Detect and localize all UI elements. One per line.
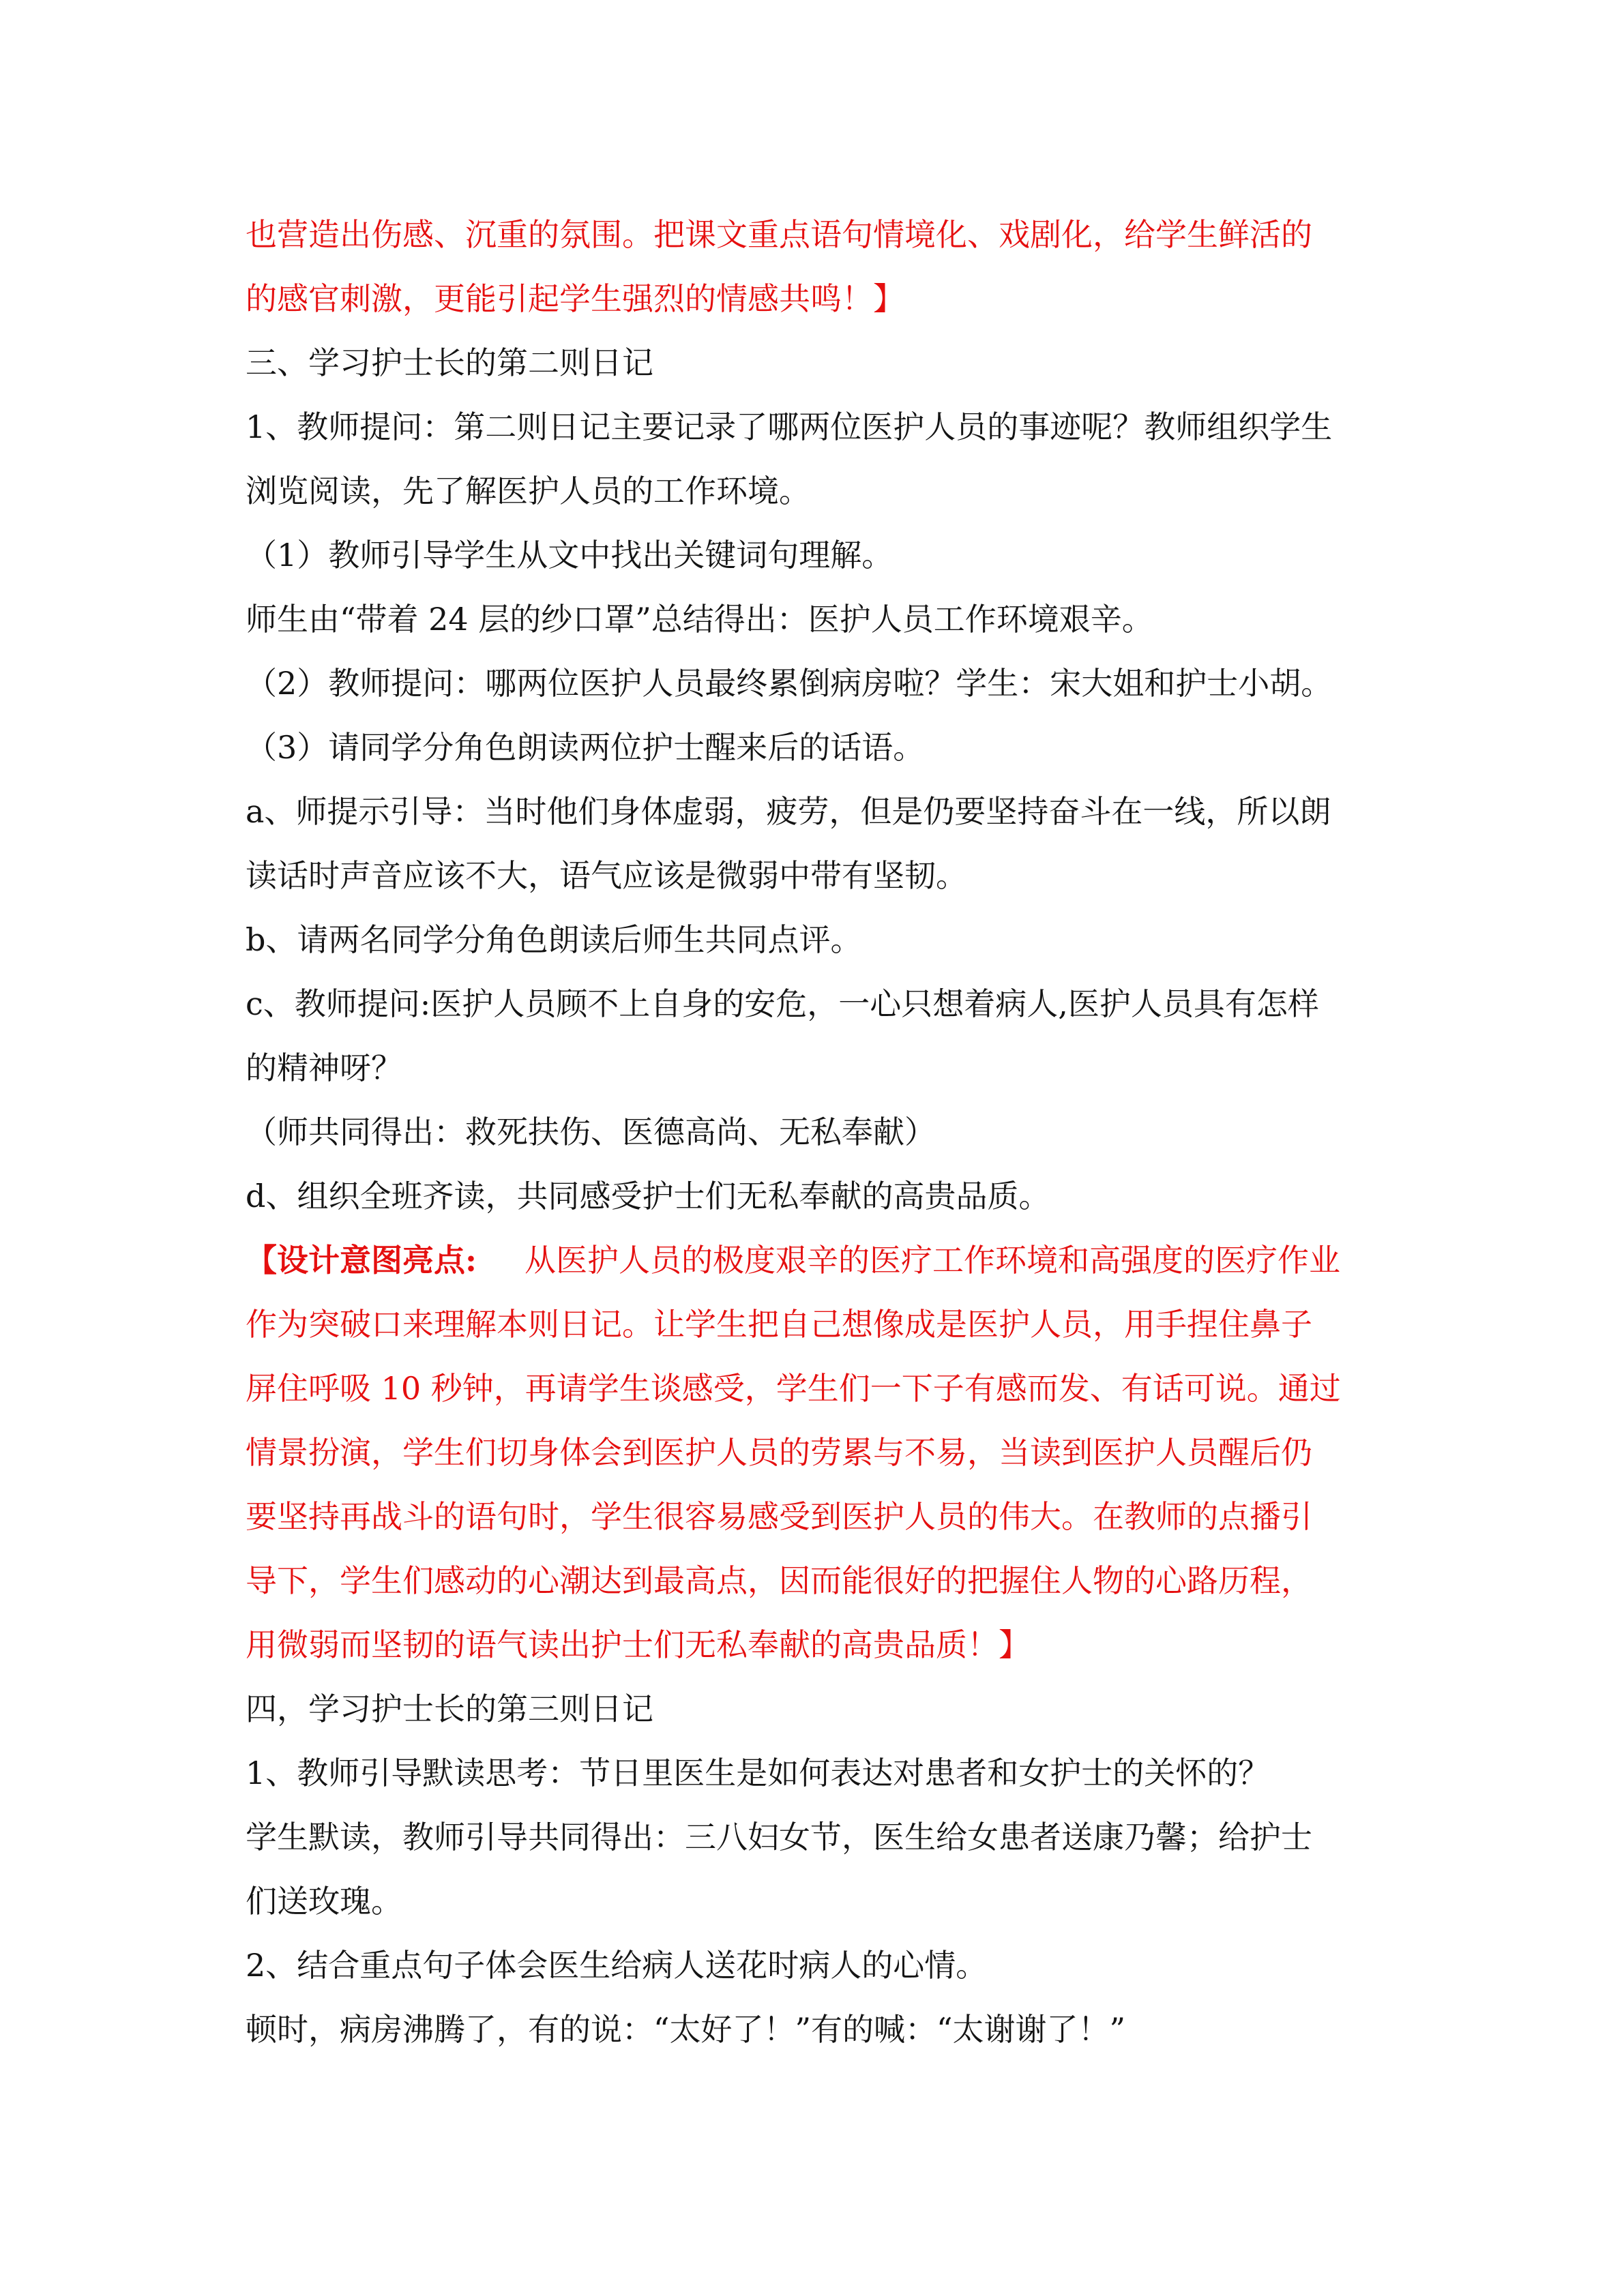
paragraph-line: （3）请同学分角色朗读两位护士醒来后的话语。 [246,729,925,766]
paragraph-line: 2、结合重点句子体会医生给病人送花时病人的心情。 [246,1947,988,1984]
paragraph-line: 的精神呀？ [246,1049,402,1086]
paragraph-line: b、请两名同学分角色朗读后师生共同点评。 [246,921,862,958]
design-intent-line: 屏住呼吸 10 秒钟，再请学生谈感受，学生们一下子有感而发、有话可说。通过 [246,1370,1341,1407]
paragraph-line: d、组织全班齐读，共同感受护士们无私奉献的高贵品质。 [246,1178,1050,1214]
paragraph-line: （师共同得出：救死扶伤、医德高尚、无私奉献） [246,1114,936,1150]
design-intent-line: 要坚持再战斗的语句时，学生很容易感受到医护人员的伟大。在教师的点播引 [246,1498,1312,1535]
paragraph-line: （1）教师引导学生从文中找出关键词句理解。 [246,537,894,573]
paragraph-line: 读话时声音应该不大，语气应该是微弱中带有坚韧。 [246,857,967,894]
design-intent-label: 【设计意图亮点: [246,1242,477,1279]
section-three-heading: 三、学习护士长的第二则日记 [246,344,653,381]
design-intent-line: 作为突破口来理解本则日记。让学生把自己想像成是医护人员，用手捏住鼻子 [246,1306,1312,1343]
design-intent-text: 从医护人员的极度艰辛的医疗工作环境和高强度的医疗作业 [524,1242,1340,1279]
document-body [246,203,1405,2061]
design-intent-closing-line: 的感官刺激，更能引起学生强烈的情感共鸣！】 [246,280,904,317]
paragraph-line: 浏览阅读，先了解医护人员的工作环境。 [246,473,810,509]
paragraph-line: a、师提示引导：当时他们身体虚弱，疲劳，但是仍要坚持奋斗在一线，所以朗 [246,793,1331,830]
design-intent-line: 导下，学生们感动的心潮达到最高点，因而能很好的把握住人物的心路历程， [246,1562,1312,1599]
paragraph-line: 1、教师提问：第二则日记主要记录了哪两位医护人员的事迹呢？教师组织学生 [246,408,1333,445]
paragraph-line: 顿时，病房沸腾了，有的说：“太好了！”有的喊：“太谢谢了！” [246,2011,1126,2048]
paragraph-line: 学生默读，教师引导共同得出：三八妇女节，医生给女患者送康乃馨；给护士 [246,1819,1312,1855]
section-four-heading: 四，学习护士长的第三则日记 [246,1690,653,1727]
design-intent-line: 用微弱而坚韧的语气读出护士们无私奉献的高贵品质！】 [246,1626,1030,1663]
paragraph-line: 们送玫瑰。 [246,1883,402,1920]
paragraph-line: c、教师提问:医护人员顾不上自身的安危，一心只想着病人,医护人员具有怎样 [246,985,1319,1022]
design-intent-heading-line [246,1228,1405,1292]
paragraph-line: 师生由“带着 24 层的纱口罩”总结得出：医护人员工作环境艰辛。 [246,601,1153,638]
design-intent-line: 情景扮演，学生们切身体会到医护人员的劳累与不易，当读到医护人员醒后仍 [246,1434,1312,1471]
design-intent-continued-line: 也营造出伤感、沉重的氛围。把课文重点语句情境化、戏剧化，给学生鲜活的 [246,216,1312,253]
paragraph-line: 1、教师引导默读思考：节日里医生是如何表达对患者和女护士的关怀的？ [246,1755,1270,1791]
paragraph-line: （2）教师提问：哪两位医护人员最终累倒病房啦？学生：宋大姐和护士小胡。 [246,665,1333,702]
